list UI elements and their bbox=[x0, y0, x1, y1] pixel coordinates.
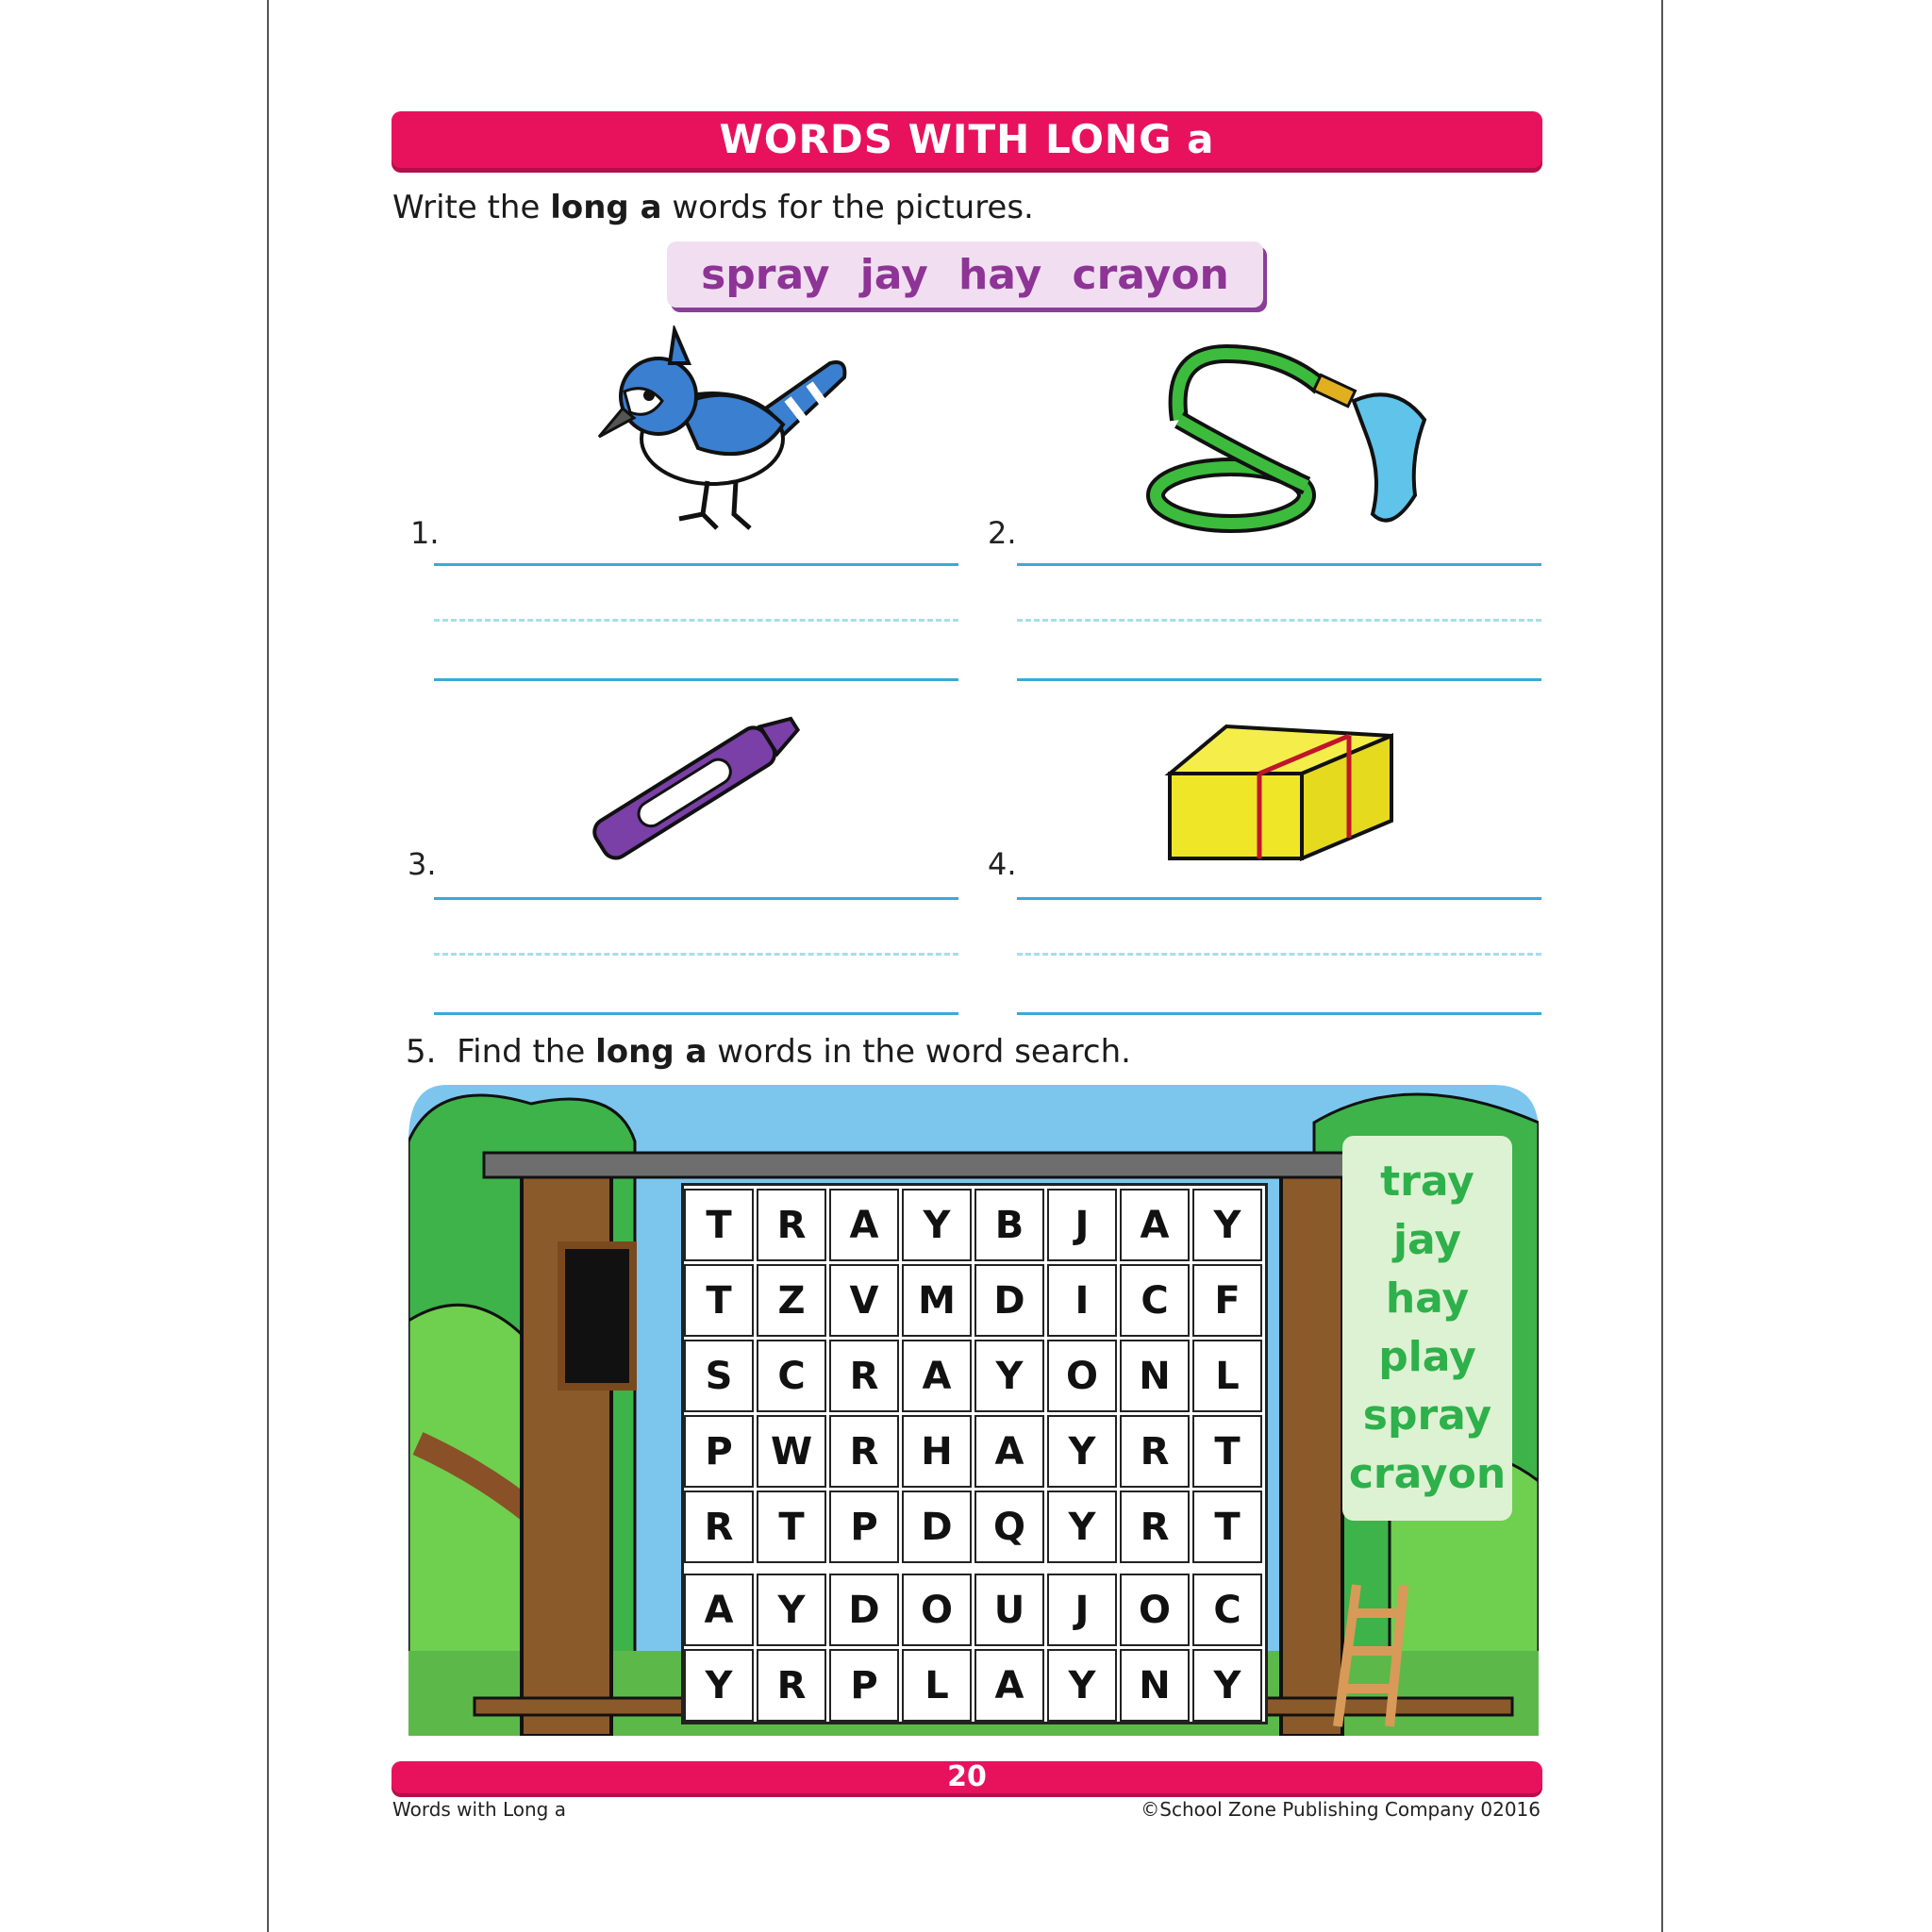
grid-cell[interactable]: R bbox=[829, 1340, 899, 1412]
instruction-text: words in the word search. bbox=[707, 1033, 1131, 1071]
grid-cell[interactable]: R bbox=[757, 1649, 826, 1722]
grid-cell[interactable]: N bbox=[1120, 1649, 1190, 1722]
grid-cell[interactable]: R bbox=[757, 1189, 826, 1261]
instruction-bold: long a bbox=[595, 1033, 708, 1071]
grid-cell[interactable]: Y bbox=[1192, 1649, 1262, 1722]
grid-cell[interactable]: L bbox=[902, 1649, 972, 1722]
grid-cell[interactable]: Z bbox=[757, 1264, 826, 1337]
footer-copyright: ©School Zone Publishing Company 02016 bbox=[1141, 1798, 1541, 1821]
grid-cell[interactable]: U bbox=[974, 1574, 1044, 1646]
word-bank-item: hay bbox=[958, 250, 1042, 299]
grid-cell[interactable]: T bbox=[1192, 1491, 1262, 1563]
grid-cell[interactable]: Y bbox=[1047, 1415, 1117, 1488]
grid-cell[interactable]: I bbox=[1047, 1264, 1117, 1337]
word-list-item: tray bbox=[1380, 1158, 1474, 1206]
instruction-text: Write the bbox=[392, 189, 551, 226]
grid-cell[interactable]: S bbox=[684, 1340, 754, 1412]
grid-cell[interactable]: Y bbox=[1192, 1189, 1262, 1261]
grid-cell[interactable]: C bbox=[1120, 1264, 1190, 1337]
writing-line-top[interactable] bbox=[1017, 563, 1541, 566]
grid-cell[interactable]: Y bbox=[974, 1340, 1044, 1412]
hose-spray-icon bbox=[1141, 344, 1443, 542]
grid-cell[interactable]: T bbox=[684, 1264, 754, 1337]
writing-line-base bbox=[1017, 1012, 1541, 1015]
word-search-grid[interactable] bbox=[681, 1183, 1268, 1724]
item-number: 4. bbox=[988, 846, 1017, 882]
grid-row bbox=[684, 1186, 1265, 1261]
grid-cell[interactable]: T bbox=[757, 1491, 826, 1563]
grid-cell[interactable]: A bbox=[684, 1574, 754, 1646]
grid-row bbox=[684, 1337, 1265, 1412]
writing-line-base bbox=[1017, 678, 1541, 681]
grid-cell[interactable]: D bbox=[974, 1264, 1044, 1337]
grid-cell[interactable]: W bbox=[757, 1415, 826, 1488]
grid-cell[interactable]: B bbox=[974, 1189, 1044, 1261]
word-bank-item: crayon bbox=[1072, 250, 1229, 299]
blue-jay-icon bbox=[594, 325, 858, 542]
word-list-item: play bbox=[1378, 1333, 1476, 1381]
grid-cell[interactable]: P bbox=[829, 1491, 899, 1563]
grid-cell[interactable]: Y bbox=[902, 1189, 972, 1261]
grid-cell[interactable]: T bbox=[684, 1189, 754, 1261]
grid-cell[interactable]: V bbox=[829, 1264, 899, 1337]
instruction-text: words for the pictures. bbox=[661, 189, 1034, 226]
writing-line-top[interactable] bbox=[434, 563, 958, 566]
item-number: 1. bbox=[410, 515, 440, 551]
grid-cell[interactable]: P bbox=[829, 1649, 899, 1722]
grid-cell[interactable]: J bbox=[1047, 1189, 1117, 1261]
grid-cell[interactable]: A bbox=[974, 1649, 1044, 1722]
grid-cell[interactable]: A bbox=[829, 1189, 899, 1261]
instruction-write bbox=[392, 189, 1034, 226]
writing-line-top[interactable] bbox=[434, 897, 958, 900]
item-number: 2. bbox=[988, 515, 1017, 551]
word-list-item: hay bbox=[1385, 1274, 1470, 1323]
grid-cell[interactable]: O bbox=[902, 1574, 972, 1646]
grid-cell[interactable]: D bbox=[902, 1491, 972, 1563]
word-bank-item: jay bbox=[859, 250, 928, 299]
grid-cell[interactable]: L bbox=[1192, 1340, 1262, 1412]
grid-row bbox=[684, 1571, 1265, 1646]
writing-line-mid bbox=[434, 953, 958, 956]
grid-cell[interactable]: N bbox=[1120, 1340, 1190, 1412]
item-number: 5. bbox=[406, 1033, 437, 1071]
word-list-item: crayon bbox=[1348, 1450, 1507, 1498]
grid-cell[interactable]: J bbox=[1047, 1574, 1117, 1646]
grid-cell[interactable]: D bbox=[829, 1574, 899, 1646]
grid-row bbox=[684, 1646, 1265, 1722]
instruction-bold: long a bbox=[550, 189, 662, 226]
grid-cell[interactable]: Y bbox=[1047, 1649, 1117, 1722]
word-search-list bbox=[1342, 1136, 1512, 1521]
grid-cell[interactable]: R bbox=[1120, 1415, 1190, 1488]
grid-cell[interactable]: Y bbox=[1047, 1491, 1117, 1563]
word-bank-item: spray bbox=[701, 250, 830, 299]
writing-line-mid bbox=[434, 619, 958, 622]
grid-cell[interactable]: C bbox=[757, 1340, 826, 1412]
grid-cell[interactable]: P bbox=[684, 1415, 754, 1488]
grid-cell[interactable]: H bbox=[902, 1415, 972, 1488]
word-bank bbox=[667, 242, 1263, 308]
writing-line-mid bbox=[1017, 953, 1541, 956]
word-list-item: spray bbox=[1362, 1391, 1492, 1440]
grid-cell[interactable]: R bbox=[1120, 1491, 1190, 1563]
hay-bale-icon bbox=[1160, 717, 1406, 873]
footer-left: Words with Long a bbox=[392, 1798, 566, 1821]
grid-row bbox=[684, 1488, 1265, 1563]
grid-cell[interactable]: A bbox=[902, 1340, 972, 1412]
grid-cell[interactable]: A bbox=[974, 1415, 1044, 1488]
grid-cell[interactable]: M bbox=[902, 1264, 972, 1337]
grid-cell[interactable]: F bbox=[1192, 1264, 1262, 1337]
instruction-find bbox=[406, 1033, 1131, 1071]
grid-cell[interactable]: A bbox=[1120, 1189, 1190, 1261]
item-number: 3. bbox=[408, 846, 437, 882]
grid-cell[interactable]: C bbox=[1192, 1574, 1262, 1646]
instruction-text: Find the bbox=[457, 1033, 596, 1071]
writing-line-mid bbox=[1017, 619, 1541, 622]
grid-cell[interactable]: Q bbox=[974, 1491, 1044, 1563]
writing-line-top[interactable] bbox=[1017, 897, 1541, 900]
grid-cell[interactable]: O bbox=[1120, 1574, 1190, 1646]
crayon-icon bbox=[566, 703, 830, 873]
page-title: WORDS WITH LONG a bbox=[391, 111, 1542, 168]
page-number: 20 bbox=[391, 1761, 1542, 1793]
grid-cell[interactable]: Y bbox=[684, 1649, 754, 1722]
word-list-item: jay bbox=[1392, 1216, 1462, 1264]
grid-cell[interactable]: O bbox=[1047, 1340, 1117, 1412]
grid-cell[interactable]: T bbox=[1192, 1415, 1262, 1488]
grid-cell[interactable]: R bbox=[684, 1491, 754, 1563]
writing-line-base bbox=[434, 1012, 958, 1015]
grid-cell[interactable]: R bbox=[829, 1415, 899, 1488]
grid-row bbox=[684, 1261, 1265, 1337]
grid-cell[interactable]: Y bbox=[757, 1574, 826, 1646]
grid-row bbox=[684, 1412, 1265, 1488]
writing-line-base bbox=[434, 678, 958, 681]
